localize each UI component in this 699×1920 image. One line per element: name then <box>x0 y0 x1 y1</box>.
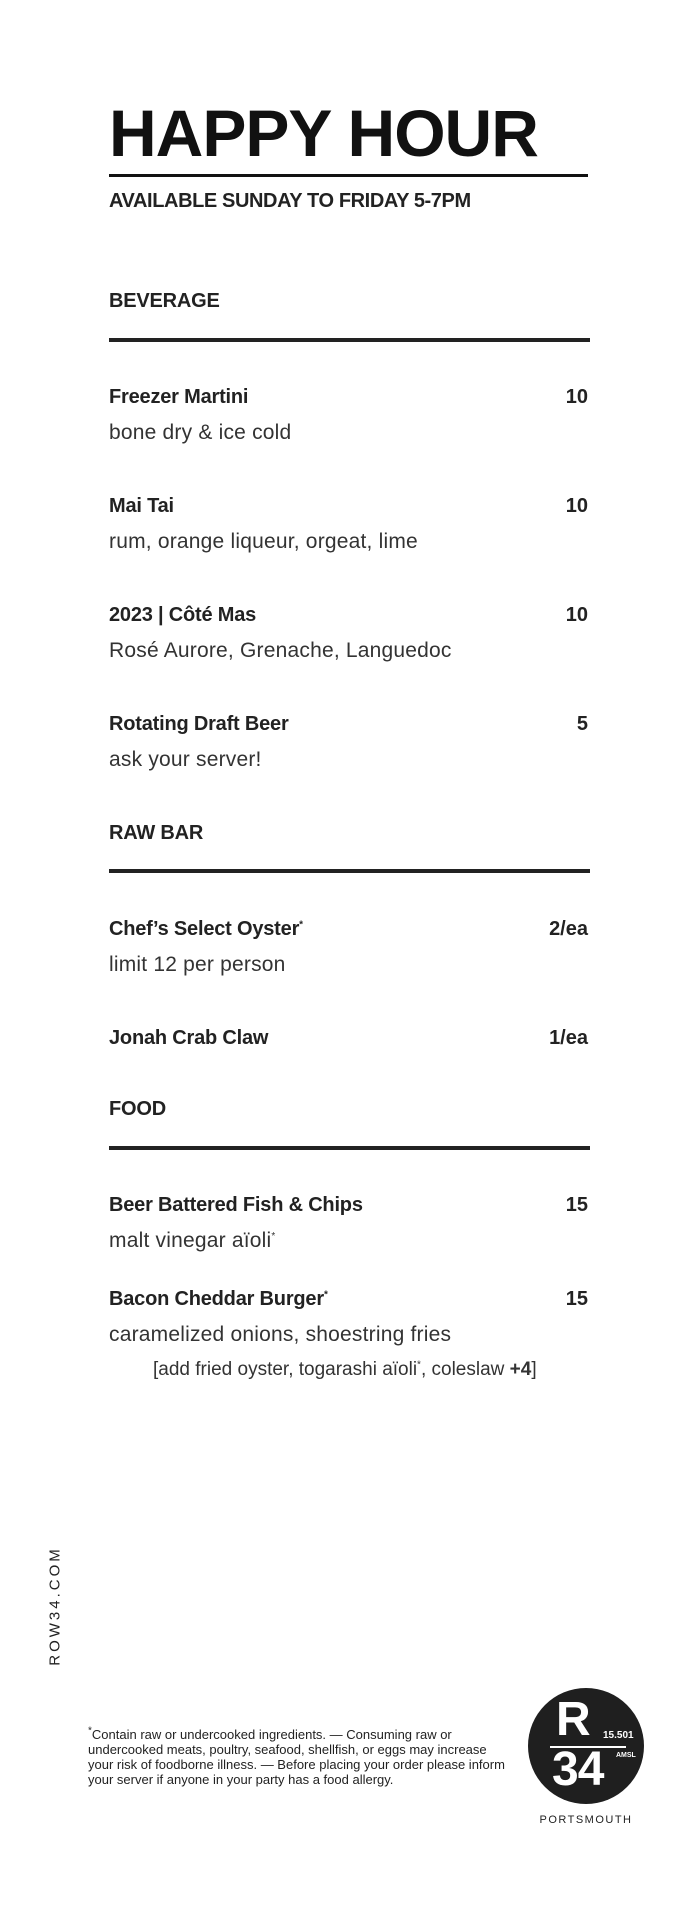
item-name: Rotating Draft Beer <box>109 713 289 735</box>
section-heading-beverage: BEVERAGE <box>109 290 220 312</box>
item-name: Chef’s Select Oyster* <box>109 918 303 940</box>
menu-item-burger <box>109 1288 588 1347</box>
item-description: limit 12 per person <box>109 953 286 976</box>
logo-elevation-unit: AMSL <box>616 1752 636 1759</box>
logo-elevation: 15.501 <box>603 1730 634 1741</box>
item-name: 2023 | Côté Mas <box>109 604 257 626</box>
item-description: malt vinegar aïoli* <box>109 1229 276 1252</box>
item-description: Rosé Aurore, Grenache, Languedoc <box>109 639 452 662</box>
section-divider-raw-bar <box>109 869 590 873</box>
logo-city: PORTSMOUTH <box>539 1814 633 1826</box>
section-divider-food <box>109 1146 590 1150</box>
item-name: Mai Tai <box>109 495 174 517</box>
page-title: HAPPY HOUR <box>109 96 538 170</box>
row34-logo <box>528 1688 644 1804</box>
menu-item-cote-mas <box>109 604 588 663</box>
logo-number: 34 <box>552 1743 604 1796</box>
item-description: bone dry & ice cold <box>109 421 292 444</box>
item-name: Bacon Cheddar Burger* <box>109 1288 328 1310</box>
item-name: Jonah Crab Claw <box>109 1027 269 1049</box>
raw-warning-mark: * <box>271 1231 276 1242</box>
item-price: 1/ea <box>549 1027 588 1049</box>
item-name: Beer Battered Fish & Chips <box>109 1194 363 1216</box>
menu-item-crab-claw <box>109 1027 588 1050</box>
menu-item-fish-chips <box>109 1194 588 1253</box>
item-description: caramelized onions, shoestring fries <box>109 1323 452 1346</box>
addon-price: +4 <box>509 1359 532 1380</box>
menu-item-oyster <box>109 918 588 977</box>
section-heading-raw-bar: RAW BAR <box>109 822 204 844</box>
menu-item-freezer-martini <box>109 386 588 445</box>
item-price: 15 <box>565 1194 588 1216</box>
burger-addon-note: [add fried oyster, togarashi aïoli*, coleslaw +4] <box>153 1359 537 1380</box>
item-description: ask your server! <box>109 748 262 771</box>
raw-food-disclaimer: *Contain raw or undercooked ingredients. — Consuming raw or undercooked meats, poultry, seafood, shellfish, or eggs may increase your risk of foodborne illness. — Before placing your order please inform your server if anyone in your party has a food allergy. <box>88 1725 505 1787</box>
item-description: rum, orange liqueur, orgeat, lime <box>109 530 418 553</box>
menu-item-mai-tai <box>109 495 588 554</box>
availability-subtitle: AVAILABLE SUNDAY TO FRIDAY 5-7PM <box>109 190 471 212</box>
title-divider <box>109 174 588 177</box>
item-price: 15 <box>565 1288 588 1310</box>
raw-warning-mark: * <box>323 1289 328 1301</box>
item-price: 10 <box>565 604 588 626</box>
section-divider-beverage <box>109 338 590 342</box>
item-price: 5 <box>576 713 588 735</box>
section-heading-food: FOOD <box>109 1098 166 1120</box>
logo-letter: R <box>556 1693 591 1746</box>
item-price: 10 <box>565 386 588 408</box>
website-url: ROW34.COM <box>46 1546 64 1666</box>
item-price: 2/ea <box>549 918 588 940</box>
raw-warning-mark: * <box>299 919 303 931</box>
item-name: Freezer Martini <box>109 386 249 408</box>
menu-item-draft-beer <box>109 713 588 772</box>
item-price: 10 <box>565 495 588 517</box>
